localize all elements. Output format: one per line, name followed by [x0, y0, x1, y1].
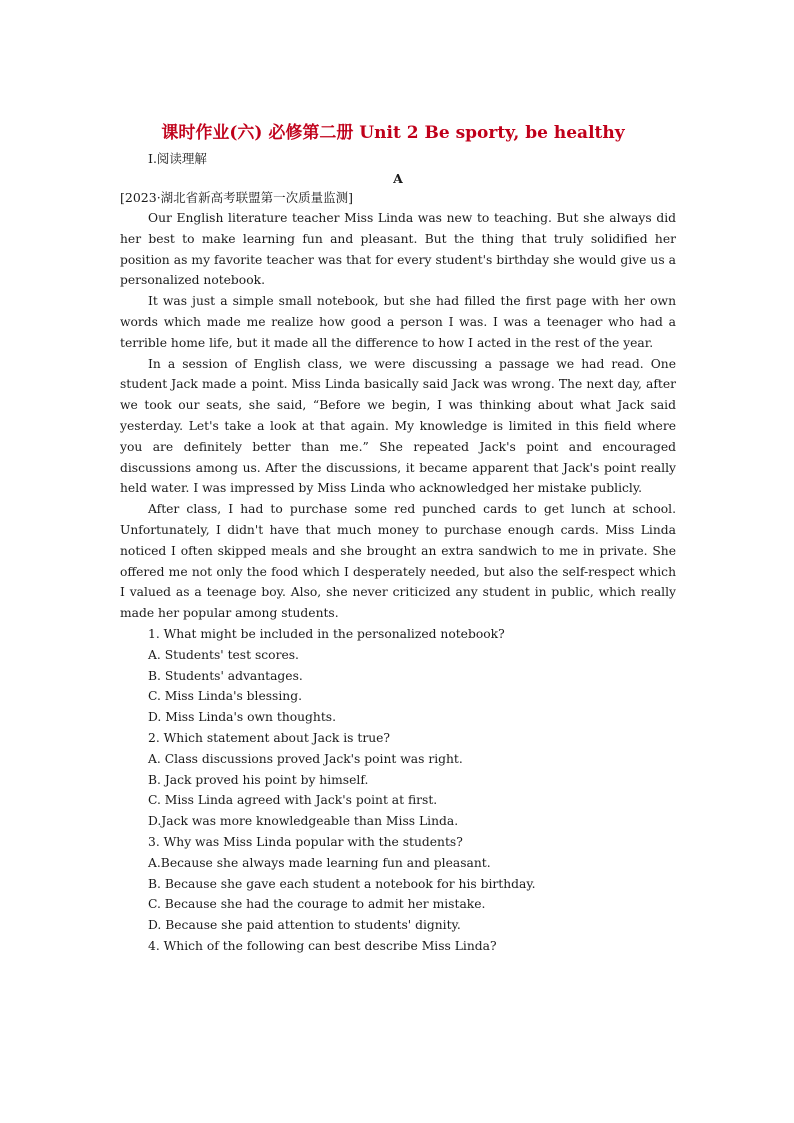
- answer-option: A. Students' test scores.: [148, 647, 299, 662]
- passage-paragraph: Our English literature teacher Miss Linda was new to teaching. But she always did her best to make learning fun and pleasant. But the thing that truly solidified her position as my favorite teacher was that for every student's birthday she would give us a personalized notebook.: [120, 211, 676, 288]
- question-stem: 3. Why was Miss Linda popular with the students?: [148, 834, 463, 849]
- passage-paragraph: It was just a simple small notebook, but she had filled the first page with her own words which made me realize how good a person I was. I was a teenager who had a terrible home life, but it made all the difference to how I acted in the rest of the year.: [120, 294, 676, 350]
- worksheet-page: [120, 118, 676, 957]
- part-label: A: [393, 171, 403, 186]
- answer-option: A.Because she always made learning fun and pleasant.: [148, 855, 491, 870]
- question-stem: 4. Which of the following can best describe Miss Linda?: [148, 938, 497, 953]
- reading-passage: [120, 208, 676, 624]
- answer-option: A. Class discussions proved Jack's point was right.: [148, 751, 463, 766]
- answer-option: C. Miss Linda's blessing.: [148, 689, 302, 704]
- answer-option: B. Jack proved his point by himself.: [148, 772, 369, 787]
- question-stem: 1. What might be included in the personalized notebook?: [148, 626, 505, 641]
- passage-paragraph: In a session of English class, we were discussing a passage we had read. One student Jack made a point. Miss Linda basically said Jack was wrong. The next day, after we took our seats, she said, “Before we begin, I was thinking about what Jack said yesterday. Let's take a look at that again. My knowledge is limited in this field where you are definitely better than me.” She repeated Jack's point and encouraged discussions among us. After the discussions, it became apparent that Jack's point really held water. I was impressed by Miss Linda who acknowledged her mistake publicly.: [120, 356, 676, 496]
- answer-option: B. Because she gave each student a notebook for his birthday.: [148, 876, 536, 891]
- answer-option: D. Because she paid attention to students' dignity.: [148, 918, 461, 933]
- answer-option: C. Miss Linda agreed with Jack's point at first.: [148, 793, 438, 808]
- question-stem: 2. Which statement about Jack is true?: [148, 730, 391, 745]
- answer-option: D.Jack was more knowledgeable than Miss Linda.: [148, 814, 459, 829]
- source-note: [2023·湖北省新高考联盟第一次质量监测]: [120, 190, 354, 205]
- worksheet-title: 课时作业(六) 必修第二册 Unit 2 Be sporty, be healthy: [161, 123, 625, 143]
- passage-paragraph: After class, I had to purchase some red punched cards to get lunch at school. Unfortunately, I didn't have that much money to purchase enough cards. Miss Linda noticed I often skipped meals and she brought an extra sandwich to me in private. She offered me not only the food which I desperately needed, but also the self-respect which I valued as a teenage boy. Also, she never criticized any student in public, which really made her popular among students.: [120, 502, 676, 621]
- answer-option: B. Students' advantages.: [148, 668, 303, 683]
- answer-option: D. Miss Linda's own thoughts.: [148, 710, 337, 725]
- question-list: [120, 624, 676, 957]
- answer-option: C. Because she had the courage to admit her mistake.: [148, 897, 486, 912]
- section-heading: Ⅰ.阅读理解: [148, 151, 207, 166]
